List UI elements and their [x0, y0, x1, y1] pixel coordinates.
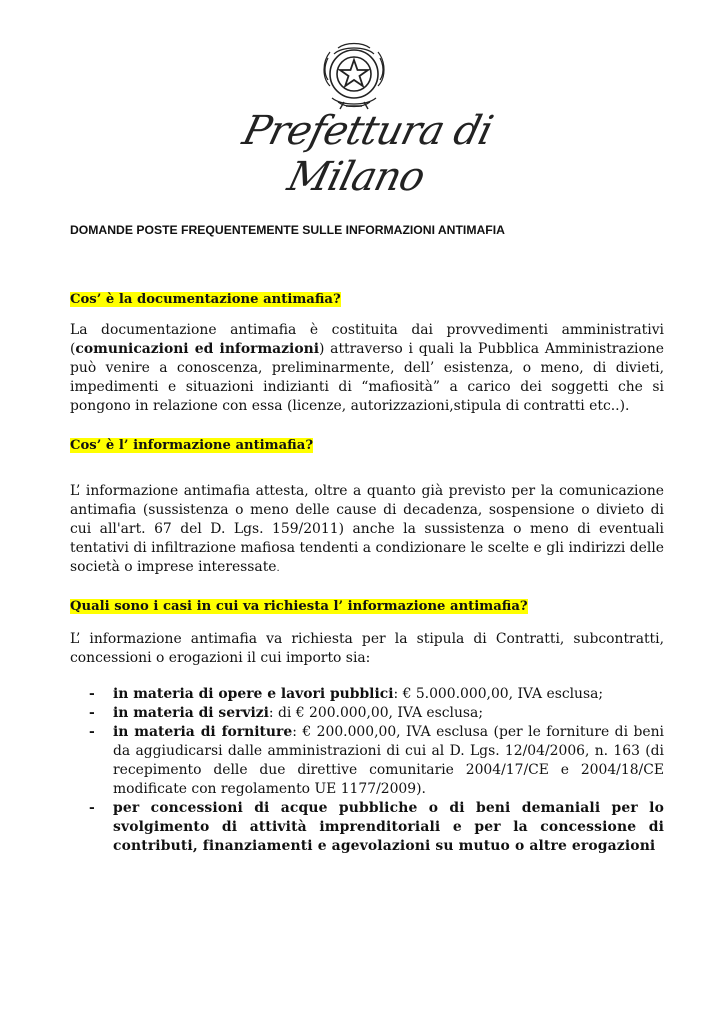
- office-name: Prefettura di Milano: [238, 108, 497, 200]
- document-title: DOMANDE POSTE FREQUENTEMENTE SULLE INFORMAZIONI ANTIMAFIA: [70, 223, 505, 237]
- question-3: Quali sono i casi in cui va richiesta l’ informazione antimafia?: [70, 599, 528, 614]
- list-item: - in materia di servizi: di € 200.000,00, IVA esclusa;: [89, 705, 484, 721]
- answer-1: La documentazione antimafia è costituita dai provvedimenti amministrativi (comunicazioni ed informazioni) attraverso i quali la Pubblica Amministrazione può venire a conoscenza, preliminarmente, dell’ esistenza, o meno, di divieti, impedimenti e situazioni indizianti di “mafiosità” a carico dei soggetti che si pongono in relazione con essa (licenze, autorizzazioni,stipula di contratti etc..).: [70, 322, 664, 414]
- answer-3-intro: L’ informazione antimafia va richiesta per la stipula di Contratti, subcontratti, concessioni o erogazioni il cui importo sia:: [70, 631, 664, 666]
- list-item: - per concessioni di acque pubbliche o di beni demaniali per lo svolgimento di attività imprenditoriali e per la concessione di contributi, finanziamenti e agevolazioni su mutuo o altre erogazioni: [89, 800, 664, 854]
- answer-1-bold: comunicazioni ed informazioni: [75, 341, 319, 357]
- list-item: - in materia di opere e lavori pubblici: € 5.000.000,00, IVA esclusa;: [89, 686, 604, 702]
- amount-list: [70, 685, 664, 856]
- list-item: - in materia di forniture: € 200.000,00, IVA esclusa (per le forniture di beni da aggiudicarsi dalle amministrazioni di cui al D. Lgs. 12/04/2006, n. 163 (di recepimento delle due direttive comunitarie 2004/17/CE e 2004/18/CE modificate con regolamento UE 1177/2009).: [89, 724, 664, 797]
- question-1: Cos’ è la documentazione antimafia?: [70, 292, 341, 307]
- answer-2: L’ informazione antimafia attesta, oltre a quanto già previsto per la comunicazione antimafia (sussistenza o meno delle cause di decadenza, sospensione o divieto di cui all'art. 67 del D. Lgs. 159/2011) anche la sussistenza o meno di eventuali tentativi di infiltrazione mafiosa tendenti a condizionare le scelte e gli indirizzi delle società o imprese interessate.: [70, 483, 664, 575]
- question-2: Cos’ è l’ informazione antimafia?: [70, 438, 314, 453]
- italian-republic-emblem-icon: [316, 40, 392, 112]
